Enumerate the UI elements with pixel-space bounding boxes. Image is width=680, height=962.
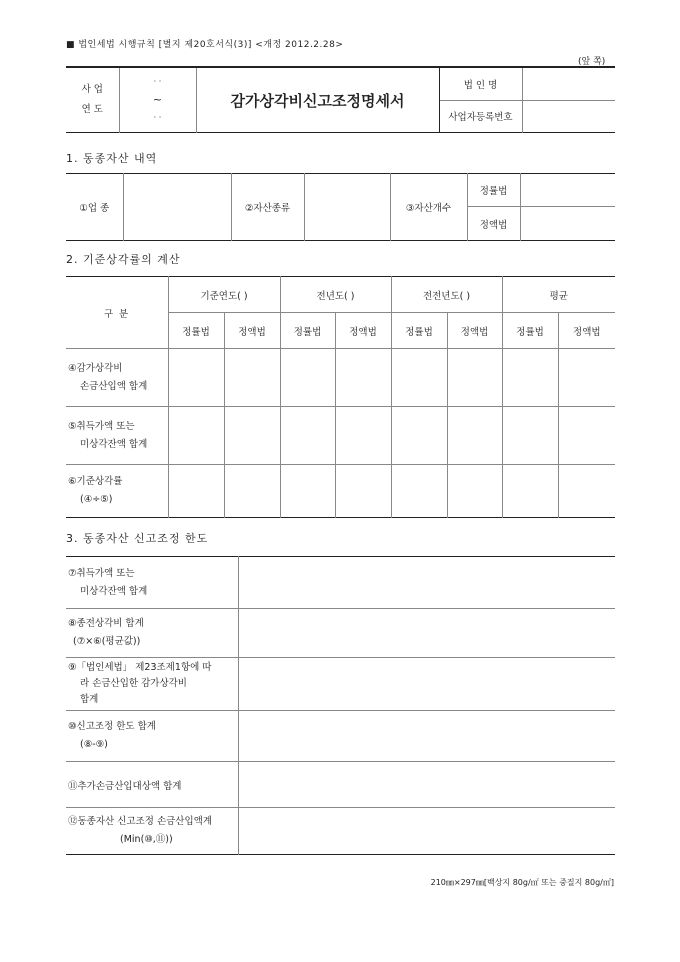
input-cell[interactable] bbox=[391, 465, 447, 518]
row-label-acquisition-cost-sum: ⑤취득가액 또는 미상각잔액 합계 bbox=[66, 407, 168, 465]
adjustment-limit-table bbox=[66, 556, 615, 855]
input-cell[interactable] bbox=[447, 465, 502, 518]
section1-heading: 1. 동종자산 내역 bbox=[66, 152, 158, 165]
method-header: 정액법 bbox=[558, 313, 615, 349]
title-block bbox=[66, 66, 615, 133]
input-cell[interactable] bbox=[280, 349, 335, 407]
input-cell[interactable] bbox=[224, 407, 280, 465]
business-reg-label: 사업자등록번호 bbox=[439, 100, 522, 133]
asset-count-label: ③자산개수 bbox=[390, 174, 467, 241]
input-cell[interactable] bbox=[168, 465, 224, 518]
asset-type-field[interactable] bbox=[304, 174, 390, 241]
input-cell[interactable] bbox=[238, 711, 615, 762]
asset-count-fixed-rate-field[interactable] bbox=[520, 174, 615, 207]
asset-count-straight-line-field[interactable] bbox=[520, 207, 615, 241]
method-header: 정률법 bbox=[280, 313, 335, 349]
row-label-base-rate: ⑥기준상각률 (④÷⑤) bbox=[66, 465, 168, 518]
input-cell[interactable] bbox=[391, 349, 447, 407]
row-label-deducted-depreciation: ⑨「법인세법」 제23조제1항에 따 라 손금산입한 감가상각비 합계 bbox=[66, 658, 238, 711]
input-cell[interactable] bbox=[447, 407, 502, 465]
row-label-acquisition-cost: ⑦취득가액 또는 미상각잔액 합계 bbox=[66, 557, 238, 609]
corp-name-label: 법 인 명 bbox=[439, 67, 522, 100]
period-header-prior-year: 전년도( ) bbox=[280, 277, 391, 313]
input-cell[interactable] bbox=[502, 407, 558, 465]
input-cell[interactable] bbox=[502, 465, 558, 518]
method-header: 정액법 bbox=[447, 313, 502, 349]
input-cell[interactable] bbox=[238, 557, 615, 609]
input-cell[interactable] bbox=[447, 349, 502, 407]
business-year-label: 사 업 연 도 bbox=[66, 67, 119, 133]
input-cell[interactable] bbox=[224, 349, 280, 407]
page-side-note: (앞 쪽) bbox=[578, 57, 606, 67]
business-reg-field[interactable] bbox=[522, 100, 615, 133]
row-label-depreciation-sum: ④감가상각비 손금산입액 합계 bbox=[66, 349, 168, 407]
section2-heading: 2. 기준상각률의 계산 bbox=[66, 253, 181, 266]
period-header-two-years-prior: 전전년도( ) bbox=[391, 277, 502, 313]
input-cell[interactable] bbox=[335, 465, 391, 518]
input-cell[interactable] bbox=[224, 465, 280, 518]
method-header: 정액법 bbox=[224, 313, 280, 349]
form-title: 감가상각비신고조정명세서 bbox=[196, 67, 439, 133]
period-header-base-year: 기준연도( ) bbox=[168, 277, 280, 313]
paper-spec: 210㎜×297㎜[백상지 80g/㎡ 또는 중질지 80g/㎡] bbox=[430, 878, 614, 887]
input-cell[interactable] bbox=[558, 465, 615, 518]
input-cell[interactable] bbox=[502, 349, 558, 407]
business-year-field[interactable]: · · ~ · · bbox=[119, 67, 196, 133]
input-cell[interactable] bbox=[558, 349, 615, 407]
method-header: 정률법 bbox=[502, 313, 558, 349]
row-label-total-deduction: ⑫동종자산 신고조정 손금산입액계 (Min(⑩,⑪)) bbox=[66, 808, 238, 855]
method-header: 정률법 bbox=[168, 313, 224, 349]
asset-type-label: ②자산종류 bbox=[231, 174, 304, 241]
row-label-additional-deduction: ⑪추가손금산입대상액 합계 bbox=[66, 762, 238, 808]
corp-name-field[interactable] bbox=[522, 67, 615, 100]
asset-details-table bbox=[66, 173, 615, 241]
input-cell[interactable] bbox=[391, 407, 447, 465]
input-cell[interactable] bbox=[238, 658, 615, 711]
input-cell[interactable] bbox=[335, 407, 391, 465]
row-label-adjustment-limit: ⑩신고조정 한도 합계 (⑧-⑨) bbox=[66, 711, 238, 762]
input-cell[interactable] bbox=[238, 762, 615, 808]
period-header-average: 평균 bbox=[502, 277, 615, 313]
section3-heading: 3. 동종자산 신고조정 한도 bbox=[66, 532, 209, 545]
asset-count-straight-line-label: 정액법 bbox=[467, 207, 520, 241]
input-cell[interactable] bbox=[280, 407, 335, 465]
method-header: 정액법 bbox=[335, 313, 391, 349]
asset-count-fixed-rate-label: 정률법 bbox=[467, 174, 520, 207]
input-cell[interactable] bbox=[168, 407, 224, 465]
input-cell[interactable] bbox=[558, 407, 615, 465]
method-header: 정률법 bbox=[391, 313, 447, 349]
input-cell[interactable] bbox=[238, 808, 615, 855]
input-cell[interactable] bbox=[280, 465, 335, 518]
input-cell[interactable] bbox=[238, 609, 615, 658]
input-cell[interactable] bbox=[335, 349, 391, 407]
row-label-prior-depreciation: ⑧종전상각비 합계 (⑦×⑥(평균값)) bbox=[66, 609, 238, 658]
input-cell[interactable] bbox=[168, 349, 224, 407]
division-header: 구 분 bbox=[66, 277, 168, 349]
base-depreciation-rate-table bbox=[66, 276, 615, 518]
industry-field[interactable] bbox=[123, 174, 231, 241]
industry-label: ①업 종 bbox=[66, 174, 123, 241]
regulation-reference: ■ 법인세법 시행규칙 [별지 제20호서식(3)] <개정 2012.2.28> bbox=[66, 40, 344, 50]
